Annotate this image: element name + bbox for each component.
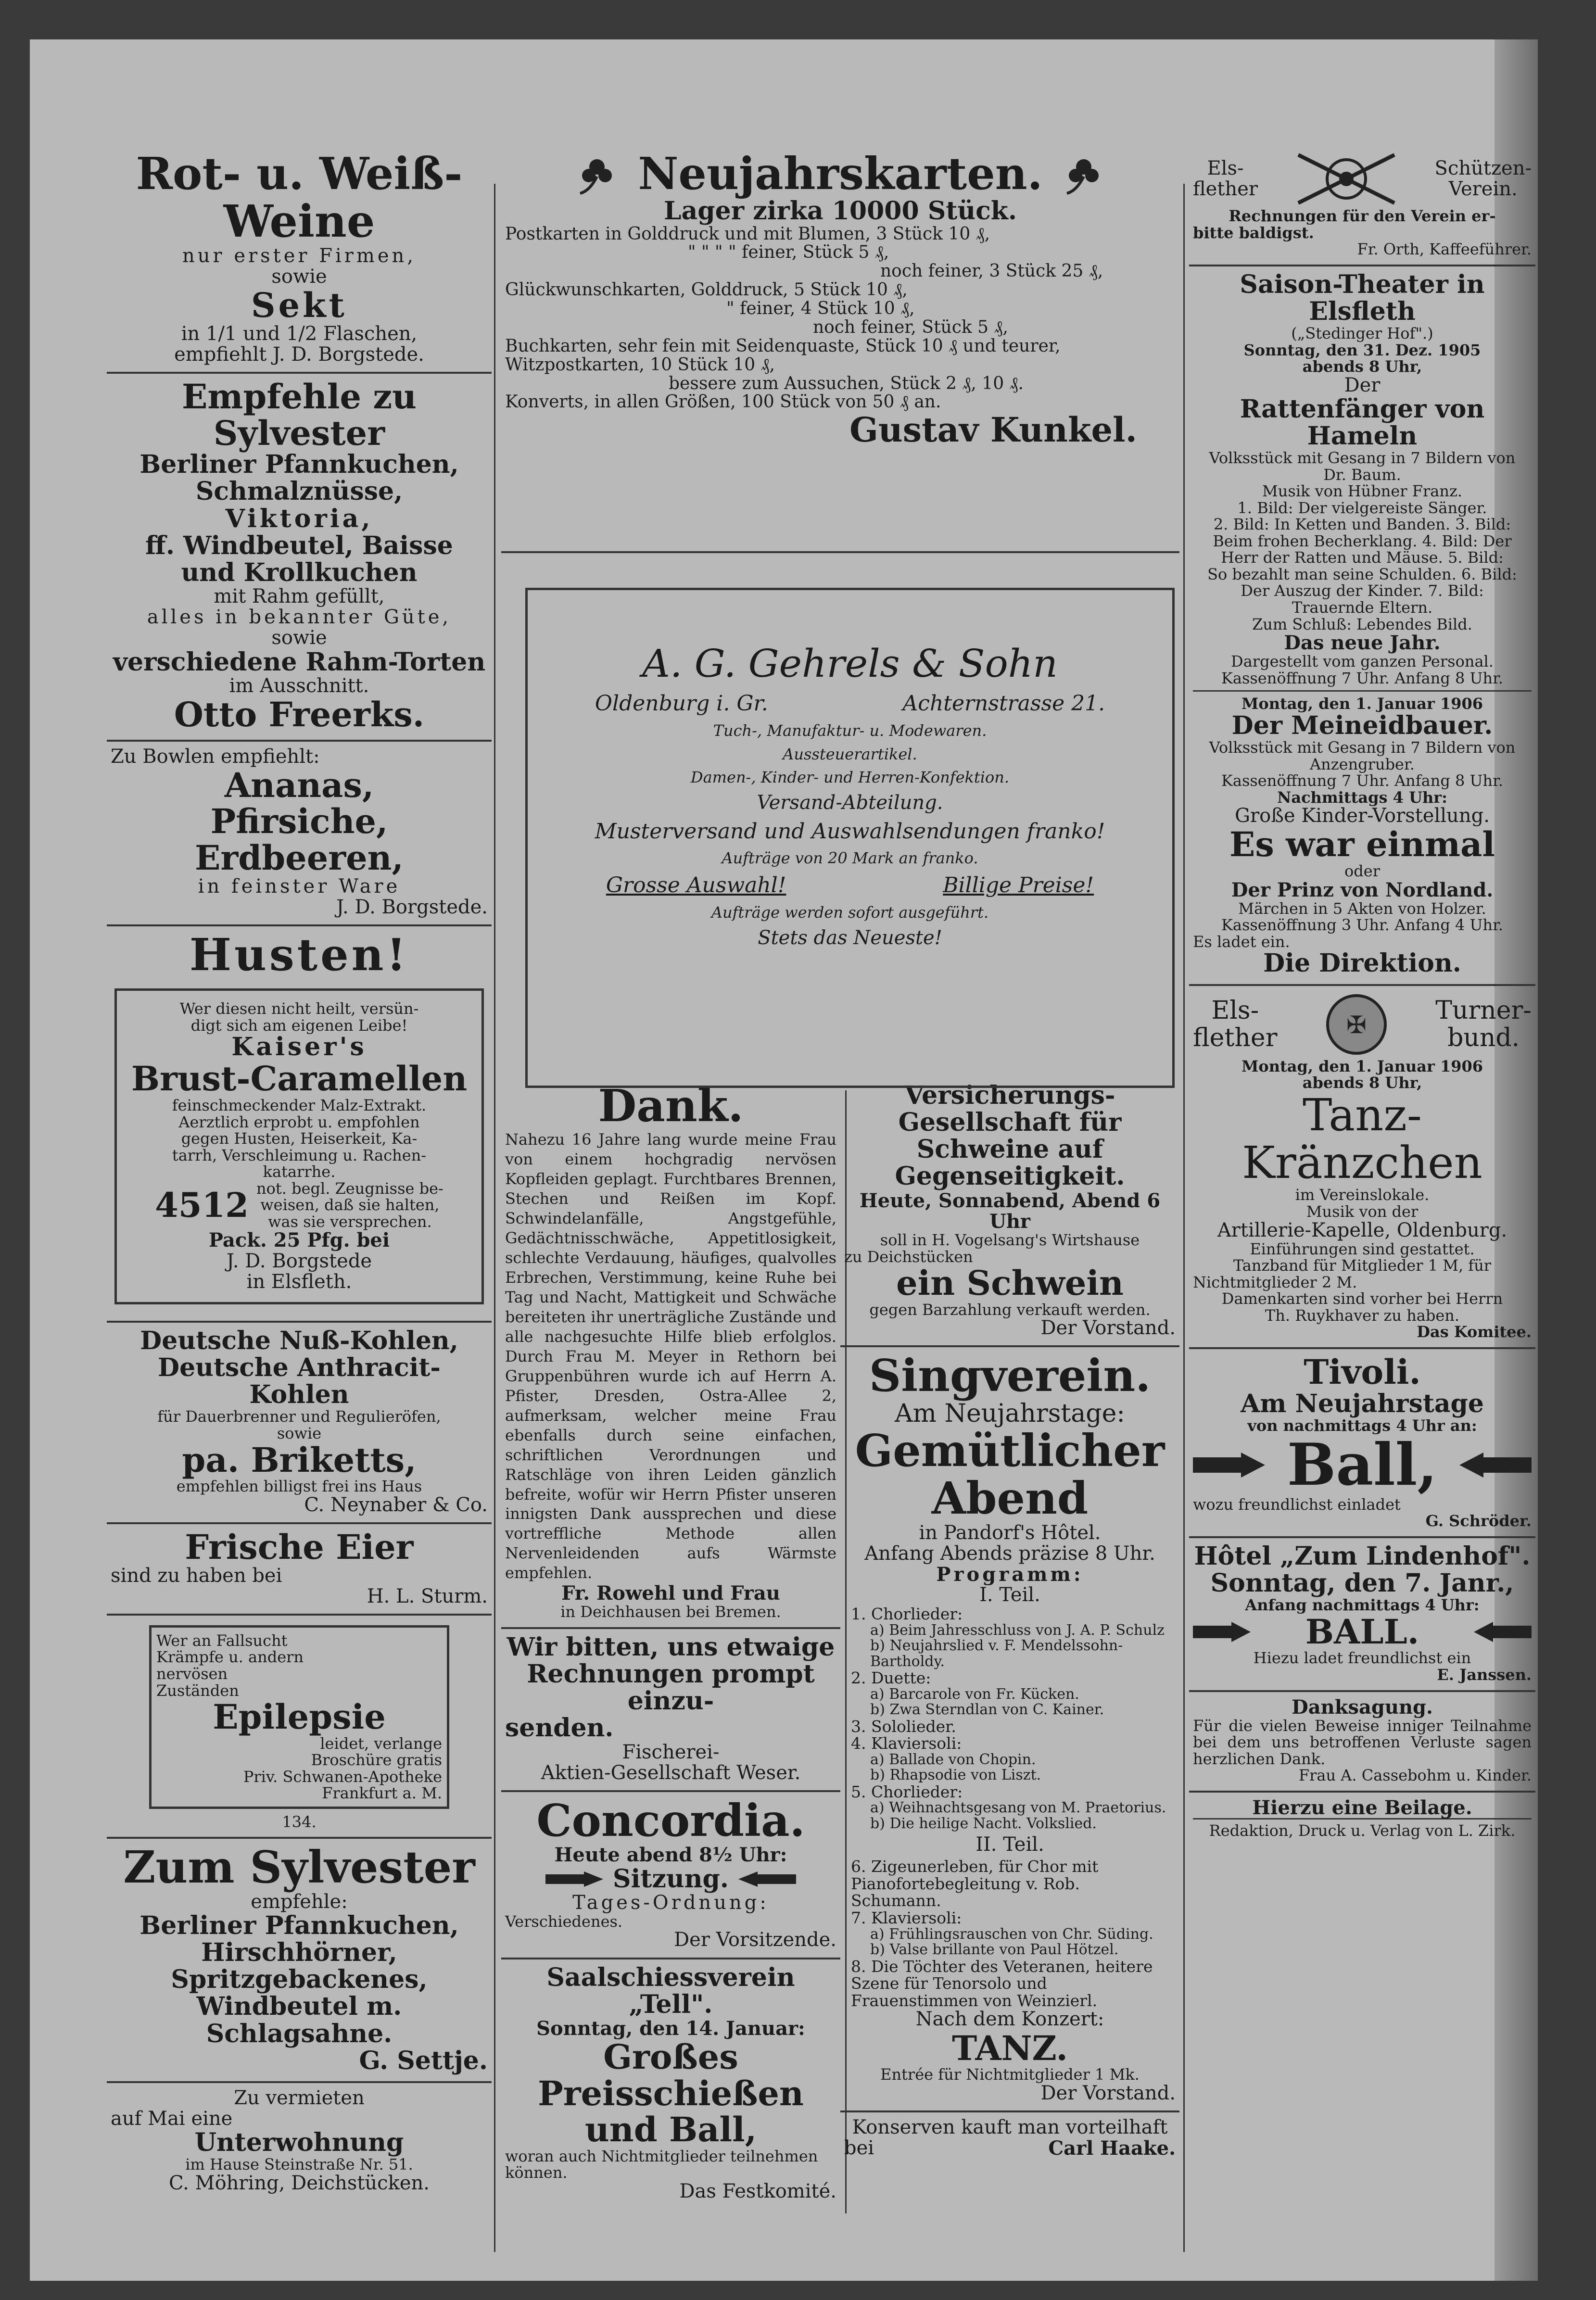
middle-left-subcolumn	[501, 1077, 840, 2209]
footer: Hierzu eine Beilage. Redaktion, Druck u. Verlag von L. Zirk.	[1189, 1793, 1535, 1846]
ad-concordia: Concordia. Heute abend 8½ Uhr: Sitzung. Tages-Ordnung: Verschiedenes. Der Vorsitzende.	[501, 1792, 840, 1959]
column-right	[1189, 145, 1535, 1846]
svg-text:✠: ✠	[1346, 1011, 1367, 1039]
column-rule-2	[1183, 184, 1185, 2252]
turner-emblem-icon	[1323, 991, 1390, 1058]
ad-konserven: Konserven kauft man vorteilhaft bei Carl Haake.	[844, 2116, 1176, 2160]
ad-tivoli: Tivoli. Am Neujahrstage von nachmittags 4 Uhr an: Ball, wozu freundlichst einladet G. Schröder.	[1189, 1349, 1535, 1538]
ad-zum-sylvester: Zum Sylvester empfehle: Berliner Pfannkuchen, Hirschhörner, Spritzgebackenes, Windbeutel m. Schlagsahne. G. Settje.	[107, 1839, 492, 2083]
testimonial-count: 4512	[155, 1185, 249, 1225]
ad-schuetzenverein: Els- flether Schützen- Verein. Rechnungen für den Verein er- bitte baldigst. Fr. Orth, Kaffeeführer.	[1189, 145, 1535, 266]
ad-gehrels: A. G. Gehrels & Sohn Oldenburg i. Gr. Achternstrasse 21. Tuch-, Manufaktur- u. Modewaren. Aussteuerartikel. Damen-, Kinder- und Herren-Konfektion. Versand-Abteilung. Musterversand und Auswahlsendungen franko! Aufträge von 20 Mark an franko. Grosse Auswahl! Billige Preise! Aufträge werden sofort ausgeführt. Stets das Neueste!	[525, 588, 1175, 1088]
ad-rechnungen: Wir bitten, uns etwaige Rechnungen prompt einzu- senden. Fischerei- Aktien-Gesellschaft Weser.	[501, 1629, 840, 1792]
ad-rent: Zu vermieten auf Mai eine Unterwohnung im Hause Steinstraße Nr. 51. C. Möhring, Deichstücken.	[111, 2086, 430, 2194]
ad-dank: Dank. Nahezu 16 Jahre lang wurde meine Frau von einem hochgradig nervösen Kopfleiden geplagt. Furchtbares Brennen, Stechen und Reißen im Kopf. Schwindelanfälle, Angstgefühle, Gedächtnisschwäche, Appetitlosigkeit, schlechte Verdauung, häufiges, qualvolles Erbrechen, Verstimmung, keine Ruhe bei Tag und Nacht, Mattigkeit und Schwäche bereiteten ihr unerträgliche Zustände und alle nachgesuchte Hilfe blieb erfolglos. Durch Frau M. Meyer in Rethorn bei Gruppenbühren wurde ich auf Herrn A. Pfister, Dresden, Ostra-Allee 2, aufmerksam, welcher meine Frau ebenfalls durch seine einfachen, schriftlichen Verordnungen und Ratschläge von ihren Leiden gänzlich befreite, wofür wir Herrn Pfister unseren innigsten Dank aussprechen und diese vortreffliche Methode allen Nervenleidenden aufs Wärmste empfehlen. Fr. Rowehl und Frau in Deichhausen bei Bremen.	[501, 1077, 840, 1629]
column-rule-1	[494, 184, 495, 2252]
concert-program: 1. Chorlieder: a) Beim Jahresschluss von J. A. P. Schulz b) Neujahrslied v. F. Mendelssohn-Bartholdy. 2. Duette: a) Barcarole von Fr. Kücken. b) Zwa Sterndlan von C. Kainer. 3. Sololieder. 4. Klaviersoli: a) Ballade von Chopin. b) Rhapsodie von Liszt. 5. Chorlieder: a) Weihnachtsgesang von M. Praetorius. b) Die heilige Nacht. Volkslied. II. Teil. 6. Zigeunerleben, für Chor mit Pianofortebegleitung v. Rob. Schumann. 7. Klaviersoli: a) Frühlingsrauschen von Chr. Süding. b) Valse brillante von Paul Hötzel. 8. Die Töchter des Veteranen, heitere Szene für Tenorsolo und Frauenstimmen von Weinzierl.	[851, 1605, 1166, 2010]
ad-title: Rot- u. Weiß-Weine	[136, 148, 463, 248]
ad-wines: Rot- u. Weiß-Weine nur erster Firmen, sowie Sekt in 1/1 und 1/2 Flaschen, empfiehlt J. D. Borgstede.	[107, 145, 492, 374]
pointing-hand-icon	[545, 1870, 603, 1889]
ad-coal: Deutsche Nuß-Kohlen, Deutsche Anthracit-Kohlen für Dauerbrenner und Regulieröfen, sowie pa. Briketts, empfehlen billigst frei ins Haus C. Neynaber & Co.	[107, 1323, 492, 1524]
newspaper-page	[30, 39, 1538, 2281]
pointing-hand-icon	[738, 1870, 796, 1889]
ad-husten: Husten! Wer diesen nicht heilt, versün- digt sich am eigenen Leibe! Kaiser's Brust-Caramellen feinschmeckender Malz-Extrakt. Aerztlich erprobt u. empfohlen gegen Husten, Heiserkeit, Ka- tarrh, Verschleimung u. Rachen- katarrhe. 4512 not. begl. Zeugnisse be- weisen, daß sie halten, was sie versprechen. Pack. 25 Pfg. bei J. D. Borgstede in Elsfleth.	[107, 926, 492, 1323]
column-left	[107, 145, 492, 2200]
ad-sylvester-pastries: Empfehle zu Sylvester Berliner Pfannkuchen, Schmalznüsse, Viktoria, ff. Windbeutel, Baisse und Krollkuchen mit Rahm gefüllt, alles in bekannter Güte, sowie verschiedene Rahm-Torten im Ausschnitt. Otto Freerks.	[107, 374, 492, 741]
flower-ornament-icon	[575, 152, 619, 196]
crossed-rifles-target-icon	[1293, 150, 1399, 208]
ad-bowlen: Zu Bowlen empfiehlt: Ananas, Pfirsiche, Erdbeeren, in feinster Ware J. D. Borgstede.	[107, 742, 492, 926]
ad-danksagung: Danksagung. Für die vielen Beweise inniger Teilnahme bei dem uns betroffenen Verluste sagen herzlichen Dank. Frau A. Cassebohm u. Kinder.	[1189, 1692, 1535, 1793]
pointing-hand-icon	[1474, 1620, 1532, 1644]
ad-turnerbund: Els- flether ✠ Turner- bund. Montag, den 1. Januar 1906 abends 8 Uhr, Tanz-Kränzchen im Vereinslokale. Musik von der Artillerie-Kapelle, Oldenburg. Einführungen sind gestattet. Tanzband für Mitglieder 1 M, für Nichtmitglieder 2 M. Damenkarten sind vorher bei Herrn Th. Ruykhaver zu haben. Das Komitee.	[1189, 986, 1535, 1349]
pointing-hand-icon	[1193, 1620, 1251, 1644]
pointing-hand-icon	[1193, 1451, 1265, 1479]
ad-versicherung: Versicherungs-Gesellschaft für Schweine auf Gegenseitigkeit. Heute, Sonnabend, Abend 6 Uhr soll in H. Vogelsang's Wirtshause zu Deichstücken ein Schwein gegen Barzahlung verkauft werden. Der Vorstand.	[840, 1077, 1179, 1347]
ad-tell: Saalschiessverein „Tell". Sonntag, den 14. Januar: Großes Preisschießen und Ball, woran auch Nichtmitglieder teilnehmen können. Das Festkomité.	[505, 1962, 836, 2203]
ad-theater: Saison-Theater in Elsfleth („Stedinger Hof".) Sonntag, den 31. Dez. 1905 abends 8 Uhr, Der Rattenfänger von Hameln Volksstück mit Gesang in 7 Bildern von Dr. Baum. Musik von Hübner Franz. 1. Bild: Der vielgereiste Sänger. 2. Bild: In Ketten und Banden. 3. Bild: Beim frohen Becherklang. 4. Bild: Der Herr der Ratten und Mäuse. 5. Bild: So bezahlt man seine Schulden. 6. Bild: Der Auszug der Kinder. 7. Bild: Trauernde Eltern. Zum Schluß: Lebendes Bild. Das neue Jahr. Dargestellt vom ganzen Personal. Kassenöffnung 7 Uhr. Anfang 8 Uhr. Montag, den 1. Januar 1906 Der Meineidbauer. Volksstück mit Gesang in 7 Bildern von Anzengruber. Kassenöffnung 7 Uhr. Anfang 8 Uhr. Nachmittags 4 Uhr: Große Kinder-Vorstellung. Es war einmal oder Der Prinz von Nordland. Märchen in 5 Akten von Holzer. Kassenöffnung 3 Uhr. Anfang 4 Uhr. Es ladet ein. Die Direktion.	[1189, 266, 1535, 986]
husten-box: Wer diesen nicht heilt, versün- digt sich am eigenen Leibe! Kaiser's Brust-Caramellen feinschmeckender Malz-Extrakt. Aerztlich erprobt u. empfohlen gegen Husten, Heiserkeit, Ka- tarrh, Verschleimung u. Rachen- katarrhe. 4512 not. begl. Zeugnisse be- weisen, daß sie halten, was sie versprechen. Pack. 25 Pfg. bei J. D. Borgstede in Elsfleth.	[114, 988, 484, 1304]
ad-neujahrskarten: Neujahrskarten. Lager zirka 10000 Stück. Postkarten in Golddruck und mit Blumen, 3 Stück 10 ₰, " " " " feiner, Stück 5 ₰, noch feiner, 3 Stück 25 ₰, Glückwunschkarten, Golddruck, 5 Stück 10 ₰, " feiner, 4 Stück 10 ₰, noch feiner, Stück 5 ₰, Buchkarten, sehr fein mit Seidenquaste, Stück 10 ₰ und teurer, Witzpostkarten, 10 Stück 10 ₰, bessere zum Aussuchen, Stück 2 ₰, 10 ₰. Konverts, in allen Größen, 100 Stück von 50 ₰ an. Gustav Kunkel.	[501, 145, 1179, 553]
flower-ornament-icon	[1062, 152, 1105, 196]
ad-eggs: Frische Eier sind zu haben bei H. L. Sturm.	[107, 1524, 492, 1616]
ad-lindenhof: Hôtel „Zum Lindenhof". Sonntag, den 7. Janr., Anfang nachmittags 4 Uhr: BALL. Hiezu ladet freundlichst ein E. Janssen.	[1189, 1538, 1535, 1692]
column-middle	[501, 145, 1179, 2209]
ad-epilepsie: Wer an Fallsucht Krämpfe u. andern nervösen Zuständen Epilepsie leidet, verlange Broschüre gratis Priv. Schwanen-Apotheke Frankfurt a. M. 134.	[107, 1616, 492, 1839]
epilepsie-box: Wer an Fallsucht Krämpfe u. andern nervösen Zuständen Epilepsie leidet, verlange Broschüre gratis Priv. Schwanen-Apotheke Frankfurt a. M.	[149, 1625, 449, 1809]
ad-singverein: Singverein. Am Neujahrstage: Gemütlicher Abend in Pandorf's Hôtel. Anfang Abends präzise 8 Uhr. Programm: I. Teil. 1. Chorlieder: a) Beim Jahresschluss von J. A. P. Schulz b) Neujahrslied v. F. Mendelssohn-Bartholdy. 2. Duette: a) Barcarole von Fr. Kücken. b) Zwa Sterndlan von C. Kainer. 3. Sololieder. 4. Klaviersoli: a) Ballade von Chopin. b) Rhapsodie von Liszt. 5. Chorlieder: a) Weihnachtsgesang von M. Praetorius. b) Die heilige Nacht. Volkslied. II. Teil. 6. Zigeunerleben, für Chor mit Pianofortebegleitung v. Rob. Schumann. 7. Klaviersoli: a) Frühlingsrauschen von Chr. Süding. b) Valse brillante von Paul Hötzel. 8. Die Töchter des Veteranen, heitere Szene für Tenorsolo und Frauenstimmen von Weinzierl. Nach dem Konzert: TANZ. Entrée für Nichtmitglieder 1 Mk. Der Vorstand.	[840, 1347, 1179, 2112]
middle-right-subcolumn	[840, 1077, 1179, 2209]
pointing-hand-icon	[1459, 1451, 1532, 1479]
